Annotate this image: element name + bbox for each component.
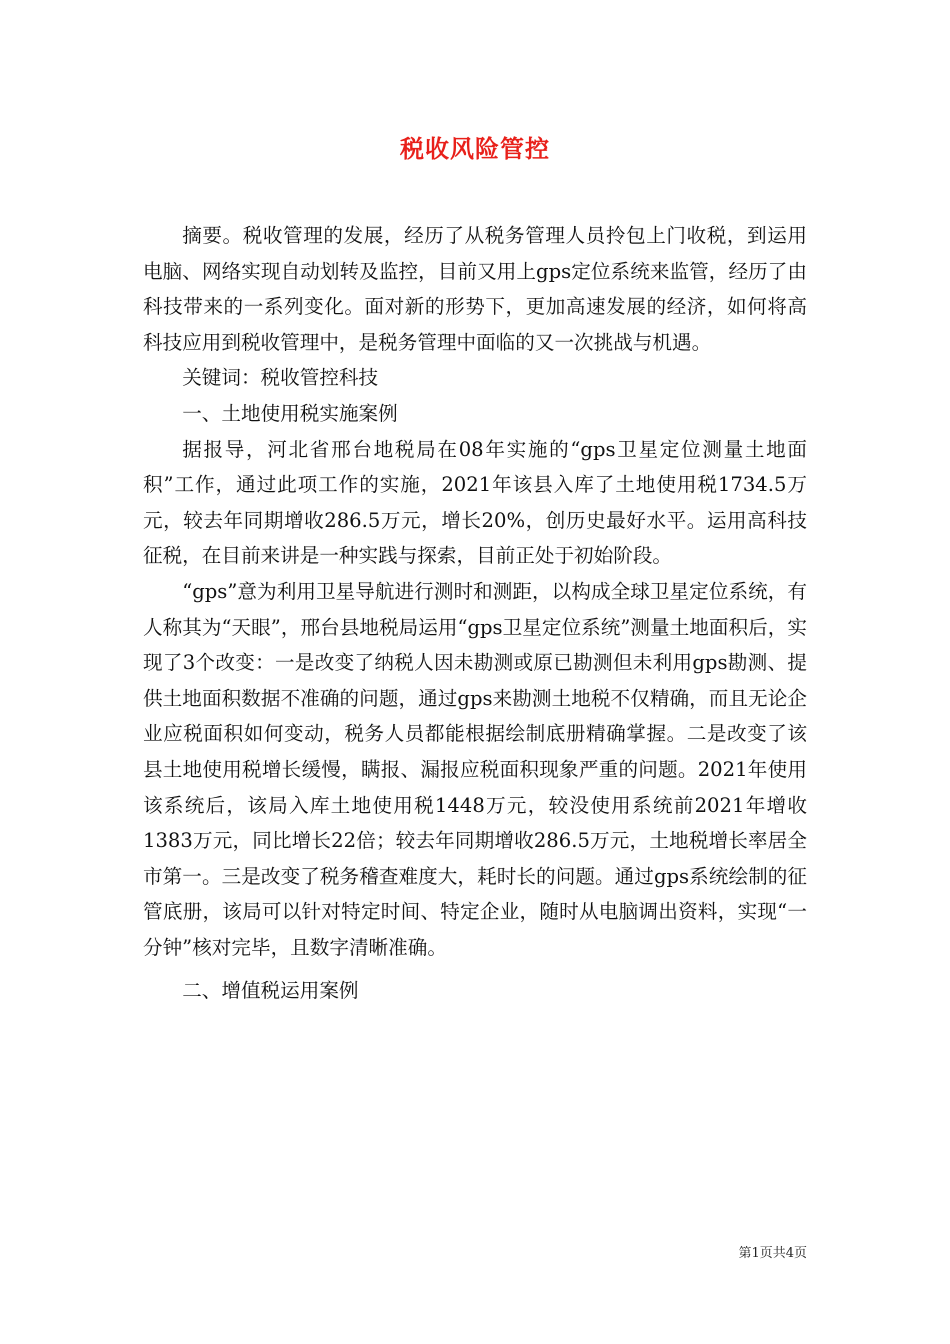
keywords-paragraph: 关键词：税收管控科技	[182, 366, 379, 390]
body-paragraph: “gps”意为利用卫星导航进行测时和测距，以构成全球卫星定位系统，有人称其为“天眼”，邢台县地税局运用“gps卫星定位系统”测量土地面积后，实现了3个改变：一是改变了纳税人因未勘测或原已勘测但未利用gps勘测、提供土地面积数据不准确的问题，通过gps来勘测土地税不仅精确，而且无论企业应税面积如何变动，税务人员都能根据绘制底册精确掌握。二是改变了该县土地使用税增长缓慢，瞒报、漏报应税面积现象严重的问题。2021年使用该系统后，该局入库土地使用税1448万元，较没使用系统前2021年增收1383万元，同比增长22倍；较去年同期增收286.5万元，土地税增长率居全市第一。三是改变了税务稽查难度大，耗时长的问题。通过gps系统绘制的征管底册，该局可以针对特定时间、特定企业，随时从电脑调出资料，实现“一分钟”核对完毕，且数字清晰准确。	[143, 579, 807, 959]
abstract-paragraph: 摘要。税收管理的发展，经历了从税务管理人员拎包上门收税，到运用电脑、网络实现自动划转及监控，目前又用上gps定位系统来监管，经历了由科技带来的一系列变化。面对新的形势下，更加高速发展的经济，如何将高科技应用到税收管理中，是税务管理中面临的又一次挑战与机遇。	[143, 224, 807, 354]
page-number-footer: 第1页共4页	[738, 1246, 807, 1261]
section-heading-2: 二、增值税运用案例	[182, 979, 359, 1003]
document-title: 税收风险管控	[400, 134, 550, 163]
section-heading-1: 一、土地使用税实施案例	[182, 401, 398, 425]
body-paragraph: 据报导，河北省邢台地税局在08年实施的“gps卫星定位测量土地面积”工作，通过此项工作的实施，2021年该县入库了土地使用税1734.5万元，较去年同期增收286.5万元，增长20%，创历史最好水平。运用高科技征税，在目前来讲是一种实践与探索，目前正处于初始阶段。	[143, 437, 807, 568]
document-body	[143, 218, 807, 1009]
